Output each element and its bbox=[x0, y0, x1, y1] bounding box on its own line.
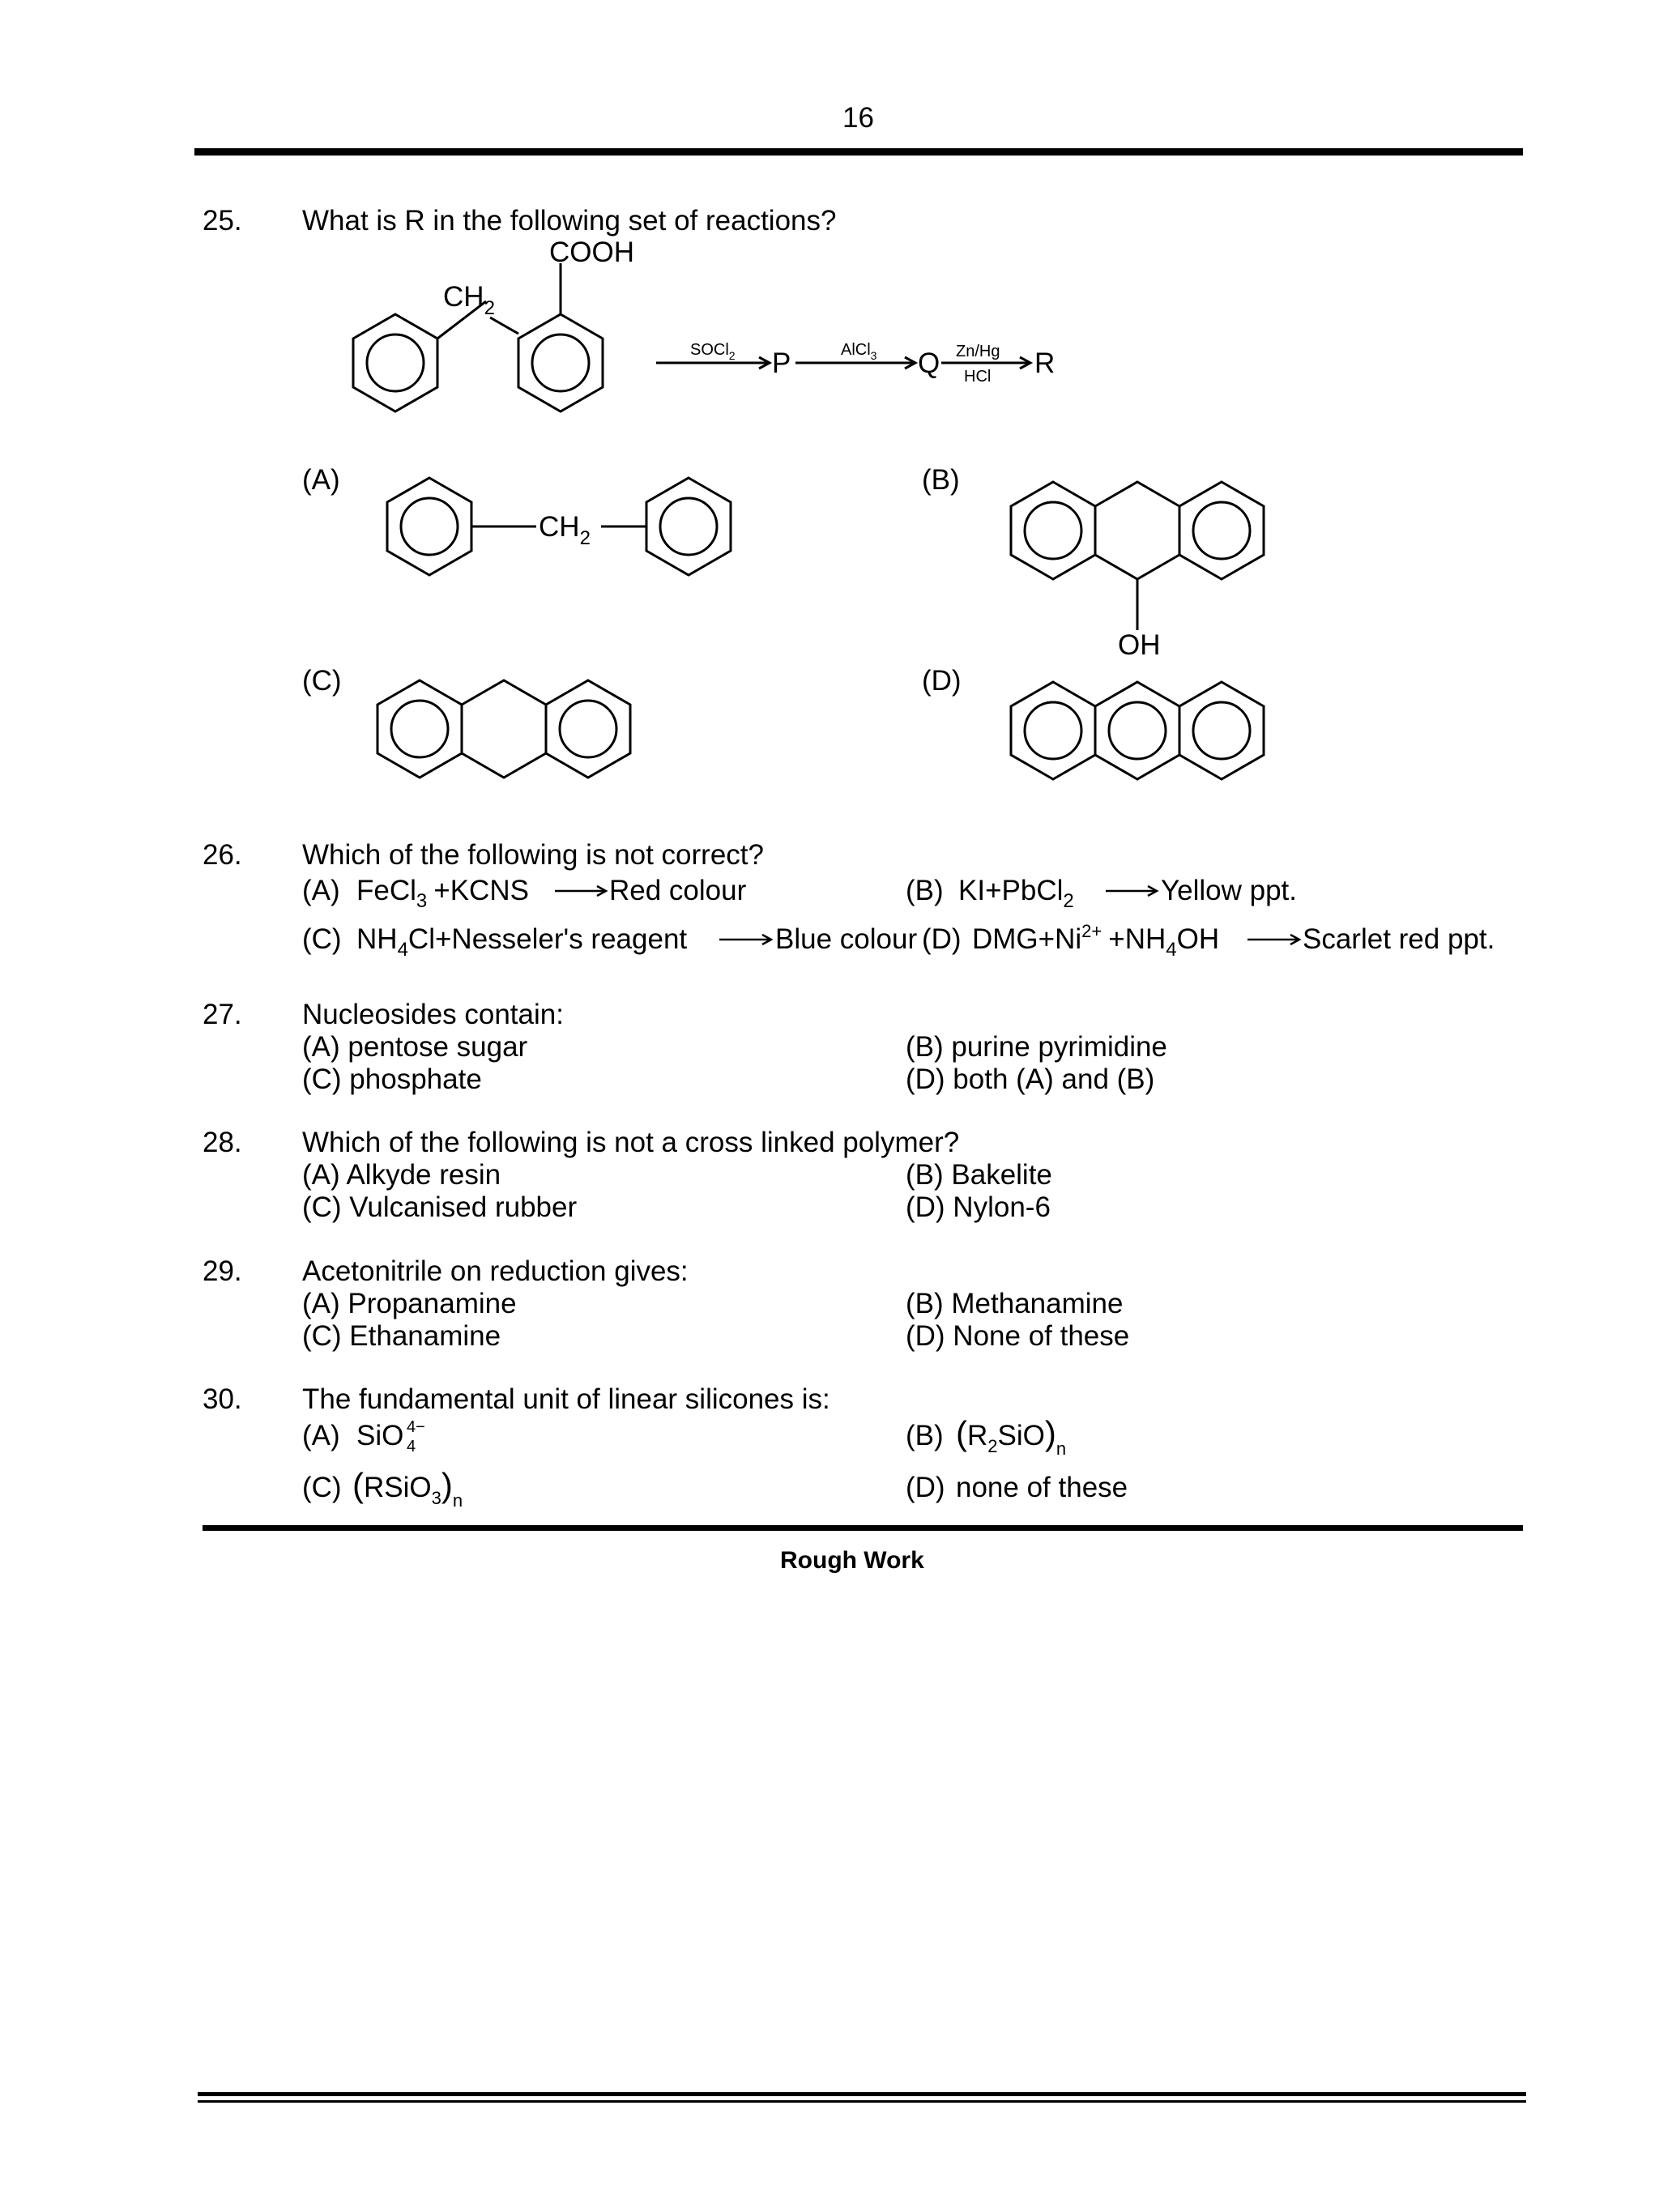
q30-d-label: (D) bbox=[906, 1472, 945, 1503]
footer-rule-top bbox=[198, 2092, 1526, 2096]
intermediate-q: Q bbox=[918, 347, 940, 379]
intermediate-p: P bbox=[772, 347, 791, 379]
q26-d-result: Scarlet red ppt. bbox=[1303, 923, 1495, 955]
option-a-benzene-right bbox=[646, 478, 731, 575]
q29-text: Acetonitrile on reduction gives: bbox=[302, 1255, 689, 1287]
q25-number: 25. bbox=[203, 205, 242, 237]
option-a-benzene-left bbox=[387, 478, 471, 575]
reagent-alcl3: AlCl$_3$ bbox=[841, 341, 877, 362]
q26-number: 26. bbox=[203, 839, 242, 871]
q30-a-formula: SiO 4− 4 bbox=[356, 1418, 425, 1455]
q28-text: Which of the following is not a cross linked polymer? bbox=[302, 1127, 960, 1158]
page-number: 16 bbox=[842, 102, 874, 134]
q26-a-label: (A) bbox=[302, 875, 340, 906]
q30-options bbox=[0, 1409, 1659, 1523]
q26-d-formula: $DMG+Ni^{2+} +NH_4OH$ bbox=[972, 921, 1220, 961]
q30-c-formula: $(RSiO_3)_n$ bbox=[352, 1466, 463, 1511]
questions-bottom-rule bbox=[203, 1525, 1523, 1531]
q26-b-formula: KI+PbCl$_2$ bbox=[958, 875, 1074, 912]
q30-b-formula: $(R_2SiO)_n$ bbox=[956, 1414, 1067, 1459]
q28-option-c: (C) Vulcanised rubber bbox=[302, 1191, 578, 1223]
q26-b-result: Yellow ppt. bbox=[1161, 875, 1297, 906]
reactant-benzene-right bbox=[518, 314, 603, 411]
q27-number: 27. bbox=[203, 999, 242, 1030]
q30-a-label: (A) bbox=[302, 1420, 340, 1451]
q29-option-c: (C) Ethanamine bbox=[302, 1320, 501, 1352]
q26-d-label: (D) bbox=[922, 923, 962, 955]
q26-options bbox=[0, 867, 1659, 972]
option-c-benzene-right bbox=[546, 680, 630, 778]
reagent-znhg: Zn/Hg bbox=[956, 343, 1000, 360]
option-b-benzene-right bbox=[1179, 482, 1264, 579]
reagent-hcl: HCl bbox=[964, 368, 992, 386]
cooh-label: COOH bbox=[549, 237, 634, 268]
q27-option-b: (B) purine pyrimidine bbox=[906, 1031, 1167, 1063]
reactant-benzene-left bbox=[353, 314, 437, 411]
q29-option-a: (A) Propanamine bbox=[302, 1288, 517, 1319]
q30-b-label: (B) bbox=[906, 1420, 944, 1451]
q26-text: Which of the following is not correct? bbox=[302, 839, 764, 871]
option-d-ring-1 bbox=[1011, 682, 1095, 779]
q30-number: 30. bbox=[203, 1383, 242, 1415]
q25-option-a-label: (A) bbox=[302, 464, 340, 496]
q28-number: 28. bbox=[203, 1127, 242, 1158]
q27-text: Nucleosides contain: bbox=[302, 999, 564, 1030]
q28-option-a: (A) Alkyde resin bbox=[302, 1159, 501, 1191]
q25-structures bbox=[0, 0, 1659, 891]
option-d-ring-3 bbox=[1179, 682, 1264, 779]
option-d-ring-2 bbox=[1095, 682, 1179, 779]
q28-option-d: (D) Nylon-6 bbox=[906, 1191, 1051, 1223]
footer-rule-bottom bbox=[198, 2100, 1526, 2103]
q29-number: 29. bbox=[203, 1255, 242, 1287]
q26-a-result: Red colour bbox=[609, 875, 747, 906]
option-c-benzene-left bbox=[377, 680, 462, 778]
option-b-oh-label: OH bbox=[1118, 629, 1161, 661]
q25-option-d-label: (D) bbox=[922, 665, 962, 697]
q25-option-b-label: (B) bbox=[922, 464, 960, 496]
q28-option-b: (B) Bakelite bbox=[906, 1159, 1052, 1191]
rough-work-heading: Rough Work bbox=[780, 1547, 924, 1574]
q25-text: What is R in the following set of reactions? bbox=[302, 205, 837, 237]
q29-option-d: (D) None of these bbox=[906, 1320, 1130, 1352]
q30-text: The fundamental unit of linear silicones is: bbox=[302, 1383, 830, 1415]
q27-option-d: (D) both (A) and (B) bbox=[906, 1063, 1155, 1095]
q29-option-b: (B) Methanamine bbox=[906, 1288, 1124, 1319]
q25-option-c-label: (C) bbox=[302, 665, 342, 697]
q30-c-label: (C) bbox=[302, 1472, 342, 1503]
product-r: R bbox=[1034, 347, 1056, 379]
q26-c-result: Blue colour bbox=[775, 923, 918, 955]
q26-c-formula: $NH_4Cl+Nesseler's$ reagent bbox=[356, 923, 688, 961]
q27-option-c: (C) phosphate bbox=[302, 1063, 482, 1095]
q26-c-label: (C) bbox=[302, 923, 342, 955]
reagent-socl2: SOCl$_2$ bbox=[690, 341, 736, 362]
q26-a-formula: FeCl$_3$ +KCNS bbox=[356, 875, 529, 912]
option-b-benzene-left bbox=[1011, 482, 1095, 579]
q26-b-label: (B) bbox=[906, 875, 944, 906]
q30-d-text: none of these bbox=[956, 1472, 1128, 1503]
reactant-ch2-label: $CH_2$ bbox=[443, 281, 495, 319]
option-a-ch2-label: $CH_2$ bbox=[539, 511, 591, 549]
q27-option-a: (A) pentose sugar bbox=[302, 1031, 528, 1063]
